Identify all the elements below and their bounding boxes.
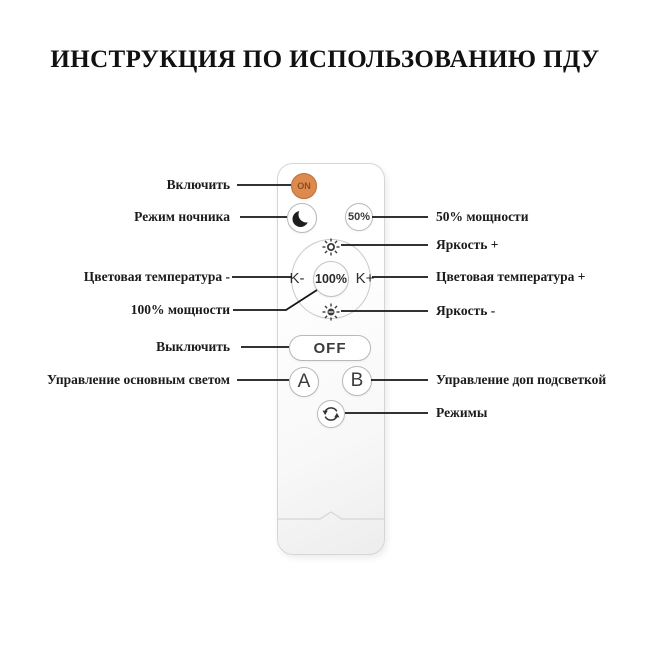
- label-turn-on: Включить: [166, 177, 230, 192]
- brightness-up-button[interactable]: [321, 237, 341, 257]
- page-title: ИНСТРУКЦИЯ ПО ИСПОЛЬЗОВАНИЮ ПДУ: [50, 46, 600, 73]
- label-100-power: 100% мощности: [130, 302, 230, 317]
- label-aux-light: Управление доп подсветкой: [436, 372, 607, 387]
- battery-cover-seam: [278, 510, 384, 526]
- label-color-temp-plus: Цветовая температура +: [436, 269, 586, 284]
- label-night-mode: Режим ночника: [134, 209, 230, 224]
- light-a-button[interactable]: A: [289, 367, 319, 397]
- label-modes: Режимы: [436, 405, 488, 420]
- power-50-button[interactable]: 50%: [345, 203, 373, 231]
- light-b-button[interactable]: B: [342, 366, 372, 396]
- label-turn-off: Выключить: [156, 339, 230, 354]
- label-brightness-down: Яркость -: [436, 303, 496, 318]
- color-temp-minus-button[interactable]: K-: [289, 270, 305, 287]
- night-mode-button[interactable]: [287, 203, 317, 233]
- sun-icon: [321, 302, 341, 322]
- sun-icon: [321, 237, 341, 257]
- brightness-down-button[interactable]: [321, 302, 341, 322]
- label-50-power: 50% мощности: [436, 209, 529, 224]
- moon-icon: [291, 207, 313, 229]
- power-100-button[interactable]: 100%: [313, 261, 349, 297]
- cycle-arrows-icon: [318, 400, 344, 428]
- label-brightness-up: Яркость +: [436, 237, 499, 252]
- label-main-light: Управление основным светом: [47, 372, 230, 387]
- remote-control: [277, 163, 385, 555]
- modes-button[interactable]: [317, 400, 345, 428]
- color-temp-plus-button[interactable]: K+: [355, 270, 375, 287]
- on-button[interactable]: ON: [291, 173, 317, 199]
- label-color-temp-minus: Цветовая температура -: [83, 269, 230, 284]
- off-button[interactable]: OFF: [289, 335, 371, 361]
